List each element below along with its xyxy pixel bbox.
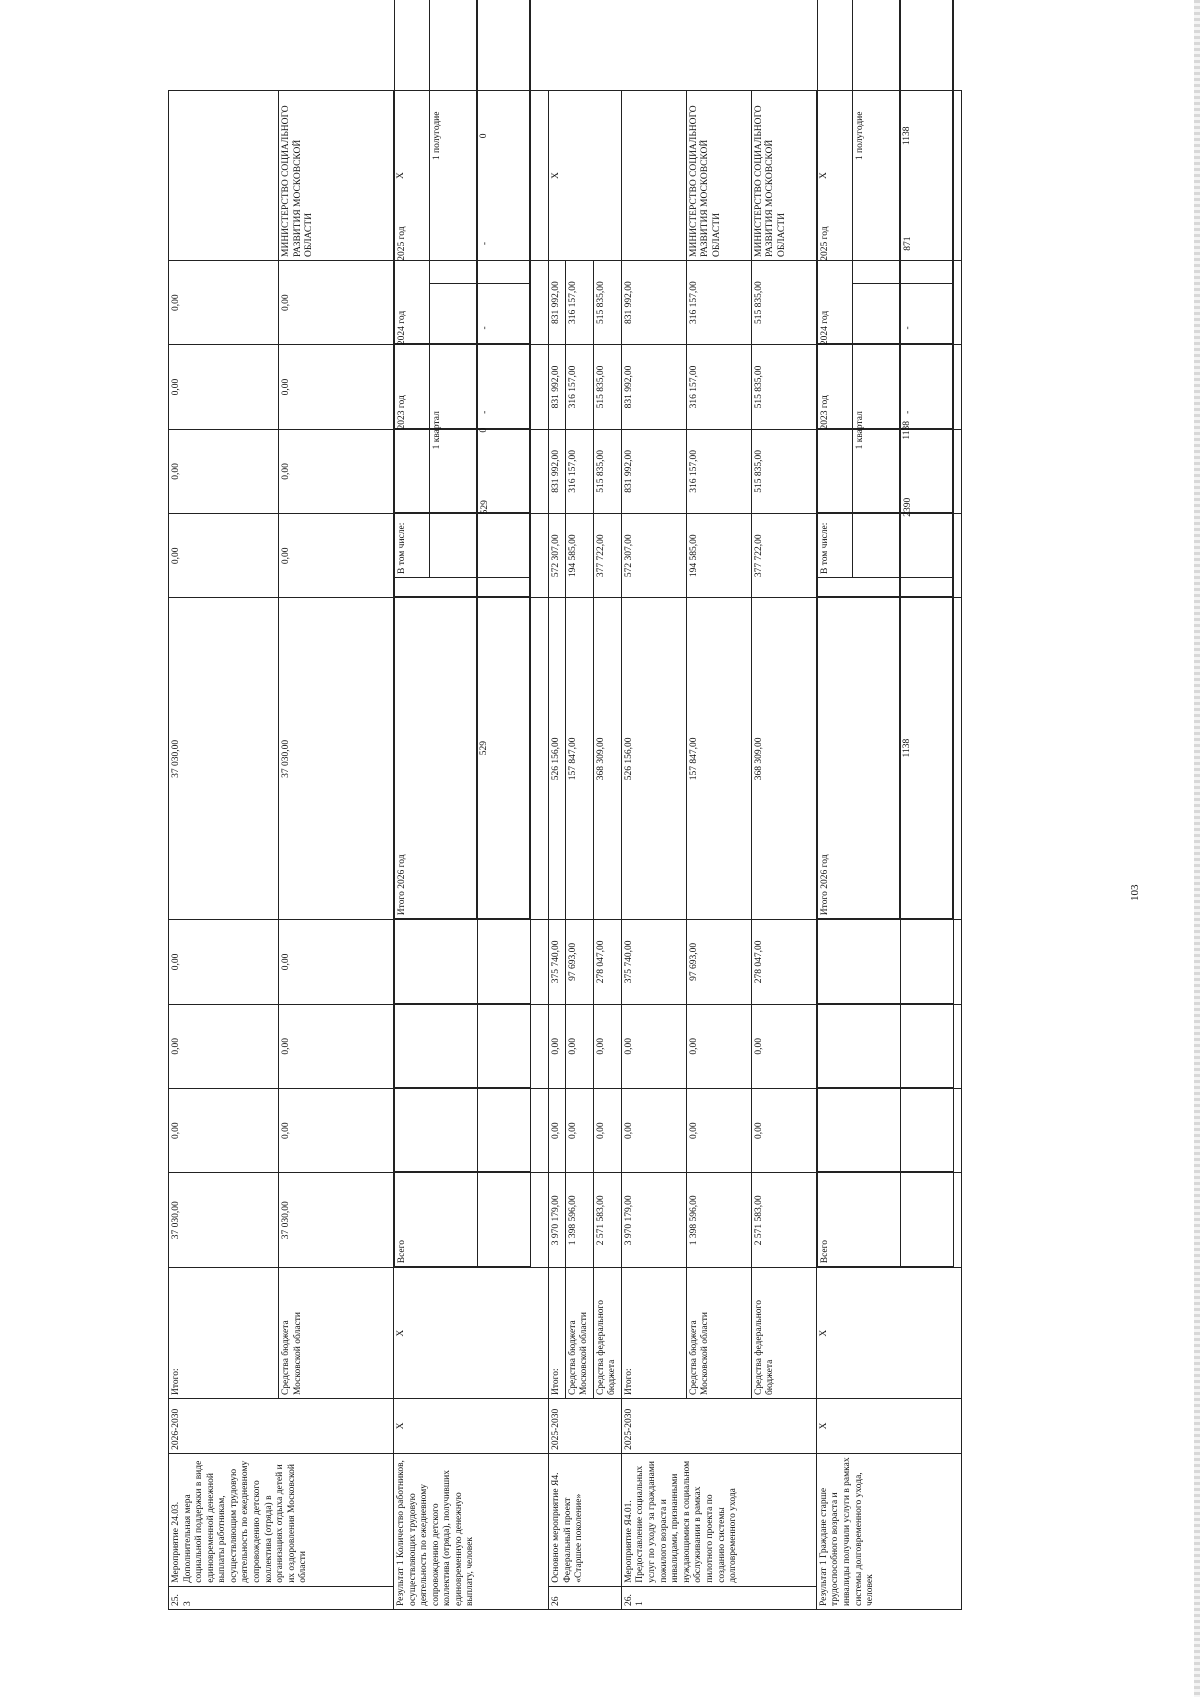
table-row: [621, 91, 686, 1610]
header-2025: 2025 год: [395, 0, 478, 1003]
value-2025: -: [478, 0, 531, 1003]
page-number-text: 103: [1129, 884, 1141, 901]
amount-2023: 0,00: [169, 1088, 279, 1172]
value-h1: 1138: [899, 0, 952, 283]
amount-2027: 377 722,00: [593, 514, 621, 598]
header-2024: 2024 год: [817, 0, 900, 1087]
header-2026-total: Итого 2026 год: [395, 578, 477, 919]
amount-2030: 316 157,00: [565, 260, 593, 344]
result-title: Результат 1 Граждане старше трудоспособного возраста и инвалиды получили услуги в рамках системы долговременного ухода, человек: [816, 1453, 961, 1609]
table-row: [279, 91, 394, 1610]
amount-2027: 194 585,00: [565, 514, 593, 598]
amount-2027: 0,00: [279, 514, 394, 598]
result-row: [816, 91, 961, 1610]
amount-2028: 515 835,00: [593, 429, 621, 513]
value-2025: 871: [900, 0, 953, 1003]
amount-2030: 316 157,00: [686, 260, 751, 344]
executor-cell: [169, 91, 279, 261]
amount-total: 3 970 179,00: [549, 1173, 566, 1268]
amount-2025: 97 693,00: [686, 920, 751, 1004]
amount-total: 1 398 596,00: [686, 1173, 751, 1268]
amount-2024: 0,00: [549, 1004, 566, 1088]
value-2026: 1138: [899, 578, 952, 919]
amount-total: 37 030,00: [169, 1173, 279, 1268]
amount-2024: 0,00: [279, 1004, 394, 1088]
amount-2028: 831 992,00: [621, 429, 686, 513]
amount-2025: 278 047,00: [593, 920, 621, 1004]
amount-2027: 572 307,00: [621, 514, 686, 598]
amount-2026: 37 030,00: [279, 598, 394, 920]
amount-total: 3 970 179,00: [621, 1173, 686, 1268]
activity-years: 2025-2030: [621, 1399, 816, 1454]
value-total: 529: [478, 0, 531, 1267]
amount-2028: 831 992,00: [549, 429, 566, 513]
result-2028-col: [394, 429, 549, 513]
result-title: Результат 1 Количество работников, осуществляющих трудовую деятельность по ежедневному сопровождению детского коллектива (отряда), получивших единовременную денежную выплату, человек: [394, 1453, 549, 1609]
amount-total: 2 571 583,00: [751, 1173, 816, 1268]
result-2029-col: [816, 345, 961, 429]
row-number: 25.3: [169, 1586, 394, 1609]
header-q1: 1 квартал: [430, 283, 477, 577]
amount-2027: 572 307,00: [549, 514, 566, 598]
amount-2023: 0,00: [279, 1088, 394, 1172]
rotated-table-area: [168, 90, 948, 1610]
amount-2025: 278 047,00: [751, 920, 816, 1004]
amount-total: 1 398 596,00: [565, 1173, 593, 1268]
header-h1: 1 полугодие: [852, 0, 899, 283]
amount-2026: 526 156,00: [621, 598, 686, 920]
amount-2027: 194 585,00: [686, 514, 751, 598]
activity-title: Основное мероприятие Я4. Федеральный проект «Старшее поколение»: [549, 1453, 622, 1586]
value-2023: -: [478, 0, 531, 1172]
executor-name: МИНИСТЕРСТВО СОЦИАЛЬНОГО РАЗВИТИЯ МОСКОВСКОЙ ОБЛАСТИ: [751, 91, 816, 261]
finance-label: Итого:: [549, 1268, 566, 1399]
amount-2025: 0,00: [169, 920, 279, 1004]
activity-years: 2026-2030: [169, 1399, 394, 1454]
amount-2025: 375 740,00: [549, 920, 566, 1004]
amount-2029: 515 835,00: [751, 345, 816, 429]
result-row: [394, 91, 549, 1610]
amount-2029: 316 157,00: [565, 345, 593, 429]
amount-2023: 0,00: [751, 1088, 816, 1172]
value-q1: 1138: [899, 283, 952, 577]
amount-2024: 0,00: [593, 1004, 621, 1088]
amount-2024: 0,00: [621, 1004, 686, 1088]
amount-2023: 0,00: [593, 1088, 621, 1172]
result-x-marker: X: [816, 91, 961, 261]
value-q1: 0: [477, 283, 530, 577]
amount-2024: 0,00: [565, 1004, 593, 1088]
finance-label: Итого:: [621, 1268, 686, 1399]
amount-2029: 316 157,00: [686, 345, 751, 429]
row-number: 26: [549, 1586, 622, 1609]
amount-2028: 0,00: [279, 429, 394, 513]
value-2024: -: [478, 0, 531, 1087]
amount-2028: 316 157,00: [565, 429, 593, 513]
amount-2025: 97 693,00: [565, 920, 593, 1004]
amount-2029: 831 992,00: [549, 345, 566, 429]
header-h1: 1 полугодие: [430, 0, 477, 283]
result-2028-col: [816, 429, 961, 513]
amount-2023: 0,00: [621, 1088, 686, 1172]
amount-2030: 0,00: [279, 260, 394, 344]
result-2027-col: [394, 514, 549, 598]
amount-2026: 526 156,00: [549, 598, 566, 920]
header-2023: 2023 год: [817, 0, 900, 1172]
amount-2030: 831 992,00: [549, 260, 566, 344]
result-x-marker: X: [816, 1399, 961, 1454]
header-total: Всего: [395, 0, 478, 1267]
value-total: 2390: [900, 0, 953, 1267]
finance-label: Средства бюджета Московской области: [565, 1268, 593, 1399]
value-2023: -: [900, 0, 953, 1172]
result-x-marker: X: [394, 1399, 549, 1454]
table-row: [751, 91, 816, 1610]
value-2024: -: [900, 0, 953, 1087]
amount-2029: 0,00: [279, 345, 394, 429]
row-number: 26.1: [621, 1586, 816, 1609]
amount-2027: 0,00: [169, 514, 279, 598]
result-x-marker: X: [816, 1268, 961, 1399]
amount-2026: 368 309,00: [593, 598, 621, 920]
activity-title: Мероприятие 24.03. Дополнительная мера социальной поддержки в виде единовременной денежной выплаты работникам, осуществляющим трудовую деятельность по ежедневному сопровождению детского коллектива (отряда) в организациях отдыха детей и их оздоровления Московской области: [169, 1453, 394, 1586]
value-h1: 0: [477, 0, 530, 283]
finance-label: Средства бюджета Московской области: [686, 1268, 751, 1399]
header-total: Всего: [817, 0, 900, 1267]
header-2026-total: Итого 2026 год: [817, 578, 899, 919]
amount-2029: 831 992,00: [621, 345, 686, 429]
scan-edge: [1194, 0, 1200, 1697]
amount-2026: 157 847,00: [565, 598, 593, 920]
amount-total: 2 571 583,00: [593, 1173, 621, 1268]
amount-2030: 831 992,00: [621, 260, 686, 344]
amount-2026: 368 309,00: [751, 598, 816, 920]
table-row: [593, 91, 621, 1610]
program-activities-table: [168, 90, 962, 1610]
result-2030-col: [394, 260, 549, 344]
amount-2024: 0,00: [751, 1004, 816, 1088]
amount-2028: 0,00: [169, 429, 279, 513]
table-row: [565, 91, 593, 1610]
amount-2024: 0,00: [169, 1004, 279, 1088]
result-2027-col: [816, 514, 961, 598]
executor-x: X: [549, 91, 622, 261]
amount-2025: 375 740,00: [621, 920, 686, 1004]
activity-years: 2025-2030: [549, 1399, 622, 1454]
header-2024: 2024 год: [395, 0, 478, 1087]
amount-2024: 0,00: [686, 1004, 751, 1088]
table-row: [549, 91, 566, 1610]
result-x-marker: X: [394, 91, 549, 261]
table-row: [686, 91, 751, 1610]
header-2023: 2023 год: [395, 0, 478, 1172]
table-row: [169, 91, 279, 1610]
finance-label: Итого:: [169, 1268, 279, 1399]
finance-label: Средства федерального бюджета: [593, 1268, 621, 1399]
result-2030-col: [816, 260, 961, 344]
activity-title: Мероприятие Я4.01. Предоставление социальных услуг по уходу за гражданами пожилого возраста и инвалидами, признанными нуждающимися в социальном обслуживании в рамках пилотного проекта по созданию системы долговременного ухода: [621, 1453, 816, 1586]
amount-2025: 0,00: [279, 920, 394, 1004]
amount-2030: 515 835,00: [751, 260, 816, 344]
amount-2026: 37 030,00: [169, 598, 279, 920]
amount-2027: 377 722,00: [751, 514, 816, 598]
amount-total: 37 030,00: [279, 1173, 394, 1268]
amount-2023: 0,00: [549, 1088, 566, 1172]
amount-2029: 0,00: [169, 345, 279, 429]
header-incl: В том числе:: [395, 0, 430, 578]
finance-label: Средства федерального бюджета: [751, 1268, 816, 1399]
finance-label: Средства бюджета Московской области: [279, 1268, 394, 1399]
amount-2030: 515 835,00: [593, 260, 621, 344]
amount-2023: 0,00: [565, 1088, 593, 1172]
header-2025: 2025 год: [817, 0, 900, 1003]
header-incl: В том числе:: [817, 0, 852, 578]
value-2026: 529: [477, 578, 530, 919]
executor-name: МИНИСТЕРСТВО СОЦИАЛЬНОГО РАЗВИТИЯ МОСКОВСКОЙ ОБЛАСТИ: [686, 91, 751, 261]
result-x-marker: X: [394, 1268, 549, 1399]
header-q1: 1 квартал: [852, 283, 899, 577]
result-2029-col: [394, 345, 549, 429]
amount-2026: 157 847,00: [686, 598, 751, 920]
amount-2028: 515 835,00: [751, 429, 816, 513]
amount-2029: 515 835,00: [593, 345, 621, 429]
amount-2023: 0,00: [686, 1088, 751, 1172]
executor-name: МИНИСТЕРСТВО СОЦИАЛЬНОГО РАЗВИТИЯ МОСКОВСКОЙ ОБЛАСТИ: [279, 91, 394, 261]
page-number: [1120, 868, 1150, 908]
executor-cell: [621, 91, 686, 261]
amount-2028: 316 157,00: [686, 429, 751, 513]
amount-2030: 0,00: [169, 260, 279, 344]
